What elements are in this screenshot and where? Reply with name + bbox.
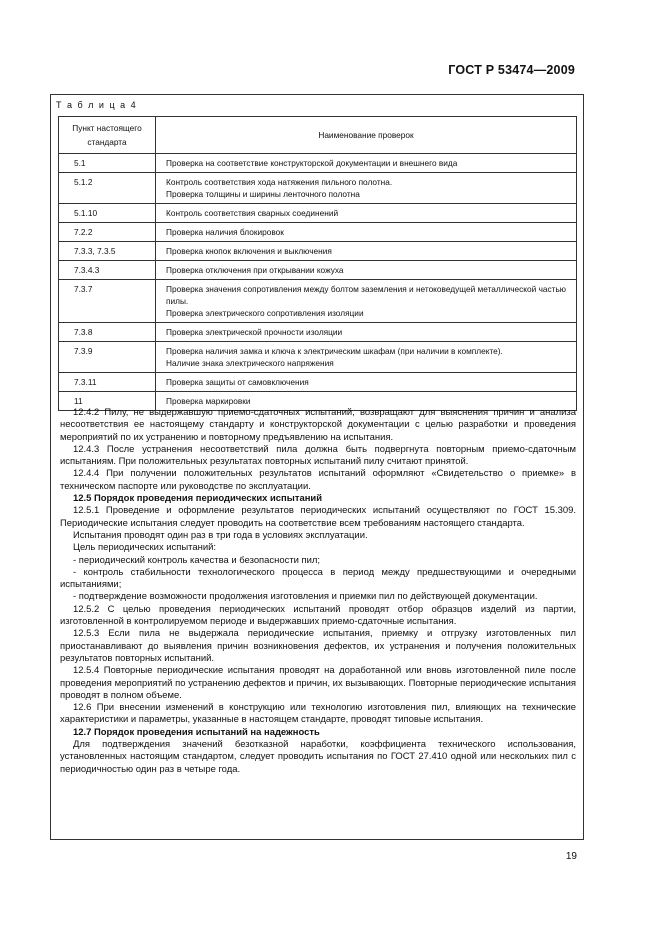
table-row <box>59 173 577 204</box>
paragraph: Для подтверждения значений безотказной наработки, коэффициента технического использования, установленных настоящим стандартом, следует проводить испытания по ГОСТ 27.410 одной или нескольких пил с периодичностью один раз в четыре года. <box>60 739 576 775</box>
paragraph: 12.4.2 Пилу, не выдержавшую приемо-сдаточных испытаний, возвращают для выяснения причин и анализа несоответствия ее настоящему стандарту и конструкторской документации с целью разработки и проведения мероприятий по их устранению и повторному предъявлению на испытания. <box>60 407 576 443</box>
check-line: Проверка кнопок включения и выключения <box>166 246 332 257</box>
paragraph: Цель периодических испытаний: <box>73 542 217 554</box>
checks-table <box>58 116 577 411</box>
row-check-name <box>156 342 577 373</box>
row-check-name <box>156 323 577 342</box>
table-row <box>59 242 577 261</box>
row-check-name <box>156 261 577 280</box>
column-header-clause: Пункт настоящего стандарта <box>59 117 156 154</box>
paragraph: 12.5.4 Повторные периодические испытания проводят на доработанной или вновь изготовленной пиле после проведения мероприятий по устранению дефектов и причин, их вызывающих. Повторные периодические испытания проводят в полном объеме. <box>60 665 576 701</box>
check-line: Проверка значения сопротивления между болтом заземления и нетоковедущей металлической частью пилы. <box>166 284 567 307</box>
row-clause: 7.2.2 <box>59 223 156 242</box>
row-clause: 7.3.11 <box>59 373 156 392</box>
column-header-check-name: Наименование проверок <box>156 117 577 154</box>
paragraph: - подтверждение возможности продолжения изготовления и приемки пил по действующей документации. <box>73 591 538 603</box>
table-row <box>59 342 577 373</box>
check-line: Контроль соответствия хода натяжения пильного полотна. <box>166 177 393 188</box>
paragraph: - контроль стабильности технологического процесса в период между предшествующими и очередными испытаниями; <box>60 566 576 591</box>
row-check-name <box>156 204 577 223</box>
row-check-name <box>156 173 577 204</box>
row-clause: 5.1.10 <box>59 204 156 223</box>
table-row <box>59 223 577 242</box>
row-clause: 7.3.7 <box>59 280 156 323</box>
body-text <box>60 407 576 776</box>
row-clause: 7.3.4.3 <box>59 261 156 280</box>
table-row <box>59 261 577 280</box>
row-clause: 7.3.3, 7.3.5 <box>59 242 156 261</box>
row-check-name <box>156 154 577 173</box>
standard-code: ГОСТ Р 53474—2009 <box>448 63 575 77</box>
check-line: Проверка электрической прочности изоляции <box>166 327 343 338</box>
check-line: Проверка наличия блокировок <box>166 227 284 238</box>
check-line: Проверка толщины и ширины ленточного полотна <box>166 189 360 200</box>
check-line: Проверка на соответствие конструкторской документации и внешнего вида <box>166 158 458 168</box>
paragraph: 12.4.4 При получении положительных результатов испытаний оформляют «Свидетельство о приемке» в техническом паспорте или руководстве по эксплуатации. <box>60 468 576 492</box>
paragraph: 12.4.3 После устранения несоответствий пила должна быть подвергнута повторным приемо-сдаточным испытаниям. При положительных результатах повторных испытаний пилу считают принятой. <box>60 443 576 468</box>
paragraph: 12.5.1 Проведение и оформление результатов периодических испытаний осуществляют по ГОСТ 15.309. Периодические испытания следует проводить на соответствие всем требованиям настоящего стандарта. <box>60 505 576 529</box>
check-line: Проверка отключения при открывании кожуха <box>166 265 344 276</box>
table-row <box>59 204 577 223</box>
paragraph: 12.5.2 С целью проведения периодических испытаний проводят отбор образцов изделий из партии, изготовленной в контролируемом периоде и выдержавших приемо-сдаточные испытания. <box>60 603 576 628</box>
check-line: Проверка защиты от самовключения <box>166 377 309 388</box>
table-header-row <box>59 117 577 154</box>
paragraph: Испытания проводят один раз в три года в условиях эксплуатации. <box>73 529 368 541</box>
page-number: 19 <box>565 851 577 862</box>
table-row <box>59 280 577 323</box>
row-clause: 5.1.2 <box>59 173 156 204</box>
paragraph: - периодический контроль качества и безопасности пил; <box>73 554 321 566</box>
table-row <box>59 323 577 342</box>
row-clause: 7.3.8 <box>59 323 156 342</box>
check-line: Проверка электрического сопротивления изоляции <box>166 308 364 319</box>
check-line: Контроль соответствия сварных соединений <box>166 208 339 219</box>
table-row <box>59 154 577 173</box>
section-heading: 12.5 Порядок проведения периодических испытаний <box>73 493 322 505</box>
row-check-name <box>156 373 577 392</box>
table-caption: Т а б л и ц а 4 <box>56 100 138 110</box>
row-check-name <box>156 242 577 261</box>
paragraph: 12.5.3 Если пила не выдержала периодические испытания, приемку и отгрузку изготовленных пил приостанавливают до выявления причин возникновения дефектов, их устранения и получения положительных результатов повторных испытаний. <box>60 628 576 664</box>
check-line: Наличие знака электрического напряжения <box>166 358 334 369</box>
table-row <box>59 373 577 392</box>
table-body <box>59 154 577 411</box>
check-line: Проверка наличия замка и ключа к электрическим шкафам (при наличии в комплекте). <box>166 346 503 357</box>
row-clause: 5.1 <box>59 154 156 173</box>
row-check-name <box>156 280 577 323</box>
section-heading: 12.7 Порядок проведения испытаний на надежность <box>73 726 320 738</box>
row-clause: 7.3.9 <box>59 342 156 373</box>
paragraph: 12.6 При внесении изменений в конструкцию или технологию изготовления пил, влияющих на технические характеристики и параметры, указанные в настоящем стандарте, проводят типовые испытания. <box>60 702 576 726</box>
row-check-name <box>156 223 577 242</box>
check-line: Проверка маркировки <box>166 396 251 407</box>
row-clause: 11 <box>59 392 156 411</box>
